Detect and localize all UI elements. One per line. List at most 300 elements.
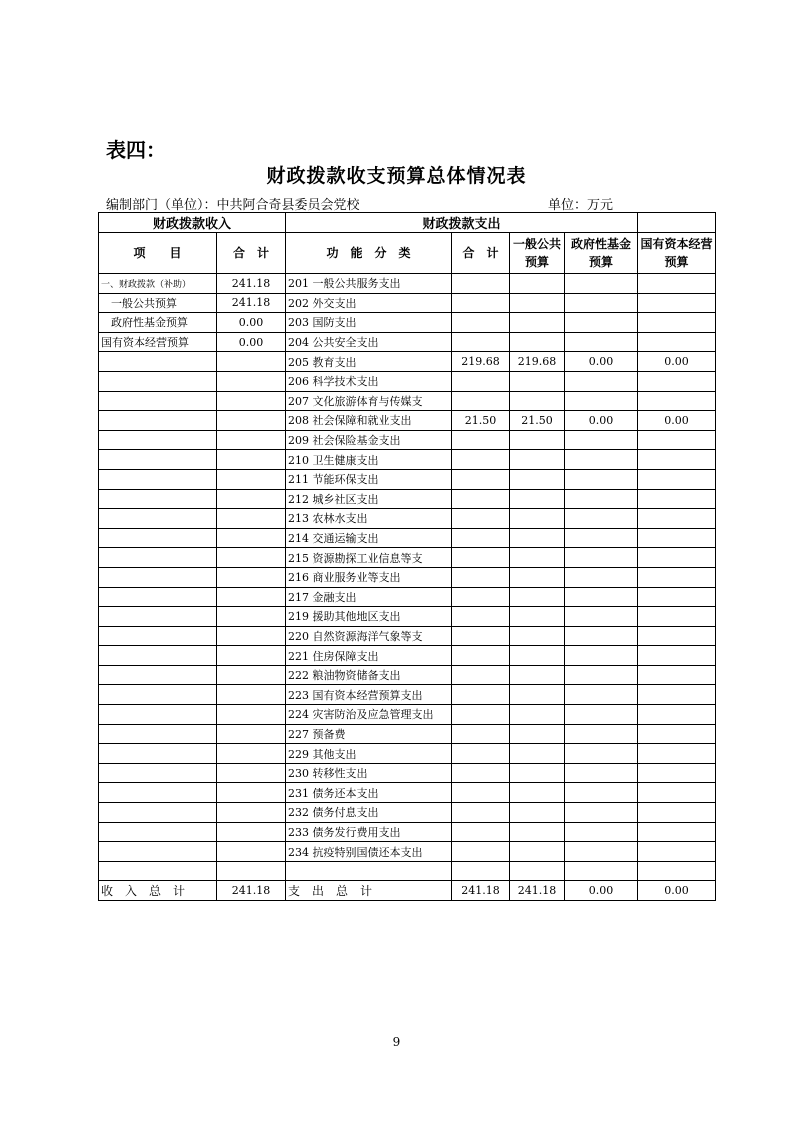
col-item: 项 目 <box>99 233 217 274</box>
func-code: 214 <box>288 532 310 546</box>
table-row <box>99 411 716 431</box>
expense-group-header: 财政拨款支出 <box>286 213 638 233</box>
table-row <box>99 450 716 470</box>
general-cell: 219.68 <box>510 352 565 372</box>
func-name: 一般公共服务支出 <box>312 277 401 291</box>
func-name: 灾害防治及应急管理支出 <box>312 708 434 722</box>
income-item-cell <box>99 705 217 725</box>
total-cell <box>452 803 510 823</box>
col-func: 功 能 分 类 <box>286 233 452 274</box>
income-item-cell <box>99 411 217 431</box>
func-code: 210 <box>288 453 310 467</box>
income-item-cell <box>99 763 217 783</box>
func-cell <box>286 528 452 548</box>
state-cell <box>638 371 716 391</box>
state-cell: 0.00 <box>638 411 716 431</box>
func-code: 201 <box>288 277 310 291</box>
income-group-header: 财政拨款收入 <box>99 213 286 233</box>
fund-cell <box>565 293 638 313</box>
total-cell <box>452 763 510 783</box>
general-cell <box>510 293 565 313</box>
func-cell <box>286 489 452 509</box>
func-cell <box>286 274 452 294</box>
income-item-cell <box>99 861 217 881</box>
fund-cell <box>565 274 638 294</box>
table-row <box>99 842 716 862</box>
income-item-cell: 一、财政拨款（补助） <box>99 274 217 294</box>
state-cell <box>638 509 716 529</box>
income-item-cell <box>99 607 217 627</box>
func-name: 国防支出 <box>312 316 357 330</box>
func-code: 206 <box>288 375 310 389</box>
func-code: 233 <box>288 825 310 839</box>
income-item-cell <box>99 783 217 803</box>
income-item-cell <box>99 371 217 391</box>
income-item-cell <box>99 548 217 568</box>
income-amount-cell: 0.00 <box>217 313 286 333</box>
func-name: 农林水支出 <box>312 512 368 526</box>
table-row <box>99 705 716 725</box>
state-cell <box>638 803 716 823</box>
func-name: 转移性支出 <box>312 767 368 781</box>
col-fund: 政府性基金预算 <box>565 233 638 274</box>
fund-cell <box>565 861 638 881</box>
fund-cell <box>565 822 638 842</box>
general-cell <box>510 548 565 568</box>
func-cell <box>286 744 452 764</box>
income-item-cell <box>99 450 217 470</box>
general-cell <box>510 567 565 587</box>
func-code: 212 <box>288 492 310 506</box>
func-name: 节能环保支出 <box>312 473 379 487</box>
table-row <box>99 293 716 313</box>
income-amount-cell <box>217 685 286 705</box>
general-cell <box>510 744 565 764</box>
general-cell <box>510 685 565 705</box>
income-amount-cell <box>217 724 286 744</box>
func-code: 209 <box>288 434 310 448</box>
col-item-total: 合 计 <box>217 233 286 274</box>
func-cell <box>286 411 452 431</box>
income-amount-cell <box>217 489 286 509</box>
state-cell <box>638 626 716 646</box>
general-cell <box>510 763 565 783</box>
func-cell <box>286 803 452 823</box>
total-cell <box>452 274 510 294</box>
table-row <box>99 607 716 627</box>
table-row <box>99 371 716 391</box>
func-cell <box>286 607 452 627</box>
table-row <box>99 724 716 744</box>
fund-cell <box>565 469 638 489</box>
func-code: 231 <box>288 786 310 800</box>
state-cell <box>638 489 716 509</box>
income-item-cell <box>99 469 217 489</box>
func-cell <box>286 861 452 881</box>
general-cell <box>510 646 565 666</box>
table-title: 财政拨款收支预算总体情况表 <box>266 165 527 187</box>
total-cell <box>452 332 510 352</box>
func-name: 其他支出 <box>312 747 357 761</box>
fund-cell: 0.00 <box>565 411 638 431</box>
total-fund: 0.00 <box>565 881 638 901</box>
fund-cell <box>565 509 638 529</box>
income-item-cell <box>99 744 217 764</box>
func-name: 外交支出 <box>312 296 357 310</box>
state-cell <box>638 274 716 294</box>
income-amount-cell <box>217 665 286 685</box>
fund-cell <box>565 587 638 607</box>
income-amount-cell: 241.18 <box>217 274 286 294</box>
fund-cell <box>565 567 638 587</box>
table-row <box>99 803 716 823</box>
total-cell <box>452 548 510 568</box>
state-cell <box>638 567 716 587</box>
fund-cell <box>565 313 638 333</box>
totals-row <box>99 881 716 901</box>
total-expense-label: 支出总计 <box>286 881 452 901</box>
func-name: 援助其他地区支出 <box>312 610 401 624</box>
table-row <box>99 665 716 685</box>
income-item-cell <box>99 352 217 372</box>
func-code: 222 <box>288 669 310 683</box>
total-cell <box>452 607 510 627</box>
fund-cell <box>565 626 638 646</box>
func-code: 202 <box>288 296 310 310</box>
table-row <box>99 489 716 509</box>
income-amount-cell <box>217 763 286 783</box>
income-amount-cell <box>217 567 286 587</box>
fund-cell <box>565 371 638 391</box>
income-amount-cell <box>217 607 286 627</box>
income-amount-cell <box>217 861 286 881</box>
income-amount-cell <box>217 450 286 470</box>
func-cell <box>286 509 452 529</box>
department-label: 编制部门（单位）：中共阿合奇县委员会党校 <box>106 198 360 213</box>
func-name: 债务还本支出 <box>312 786 379 800</box>
table-row <box>99 528 716 548</box>
func-cell <box>286 626 452 646</box>
income-item-cell <box>99 587 217 607</box>
func-code: 220 <box>288 629 310 643</box>
col-general: 一般公共预算 <box>510 233 565 274</box>
total-total: 241.18 <box>452 881 510 901</box>
income-amount-cell <box>217 587 286 607</box>
state-cell <box>638 313 716 333</box>
func-name: 金融支出 <box>312 590 357 604</box>
func-cell <box>286 293 452 313</box>
total-cell <box>452 469 510 489</box>
general-cell <box>510 705 565 725</box>
func-name: 卫生健康支出 <box>312 453 379 467</box>
income-item-cell <box>99 528 217 548</box>
func-code: 211 <box>288 473 310 487</box>
func-name: 债务发行费用支出 <box>312 825 401 839</box>
fund-cell: 0.00 <box>565 352 638 372</box>
func-cell <box>286 646 452 666</box>
state-cell <box>638 665 716 685</box>
income-amount-cell <box>217 705 286 725</box>
income-amount-cell <box>217 548 286 568</box>
table-row <box>99 744 716 764</box>
state-cell <box>638 528 716 548</box>
func-cell <box>286 705 452 725</box>
total-cell <box>452 430 510 450</box>
income-amount-cell <box>217 430 286 450</box>
income-item-cell: 国有资本经营预算 <box>99 332 217 352</box>
fund-cell <box>565 685 638 705</box>
func-name: 文化旅游体育与传媒支 <box>312 394 423 408</box>
fund-cell <box>565 489 638 509</box>
general-cell <box>510 430 565 450</box>
income-amount-cell <box>217 509 286 529</box>
fund-cell <box>565 548 638 568</box>
total-cell <box>452 822 510 842</box>
state-cell <box>638 763 716 783</box>
income-item-cell <box>99 626 217 646</box>
total-cell <box>452 665 510 685</box>
column-header-row <box>99 233 716 274</box>
func-name: 社会保险基金支出 <box>312 434 401 448</box>
func-name: 交通运输支出 <box>312 532 379 546</box>
state-cell <box>638 724 716 744</box>
fund-cell <box>565 763 638 783</box>
table-row <box>99 313 716 333</box>
func-name: 商业服务业等支出 <box>312 571 401 585</box>
table-row <box>99 685 716 705</box>
general-cell <box>510 332 565 352</box>
income-amount-cell: 0.00 <box>217 332 286 352</box>
func-code: 204 <box>288 336 310 350</box>
income-amount-cell <box>217 783 286 803</box>
func-cell <box>286 313 452 333</box>
fund-cell <box>565 744 638 764</box>
state-cell <box>638 646 716 666</box>
func-code: 207 <box>288 394 310 408</box>
general-cell <box>510 665 565 685</box>
fund-cell <box>565 803 638 823</box>
func-cell <box>286 822 452 842</box>
func-cell <box>286 352 452 372</box>
group-header-row <box>99 213 716 233</box>
total-cell <box>452 489 510 509</box>
table-row <box>99 509 716 529</box>
func-name: 公共安全支出 <box>312 336 379 350</box>
func-cell <box>286 842 452 862</box>
total-cell <box>452 705 510 725</box>
func-code: 221 <box>288 649 310 663</box>
total-cell <box>452 587 510 607</box>
total-cell <box>452 724 510 744</box>
table-row <box>99 861 716 881</box>
income-amount-cell <box>217 352 286 372</box>
col-total: 合 计 <box>452 233 510 274</box>
func-code: 230 <box>288 767 310 781</box>
state-cell <box>638 450 716 470</box>
income-amount-cell <box>217 744 286 764</box>
page-number: 9 <box>392 1035 401 1049</box>
fund-cell <box>565 607 638 627</box>
income-amount-cell <box>217 528 286 548</box>
table-row <box>99 391 716 411</box>
general-cell <box>510 450 565 470</box>
state-cell <box>638 469 716 489</box>
table-row <box>99 587 716 607</box>
income-amount-cell <box>217 391 286 411</box>
income-item-cell <box>99 665 217 685</box>
income-amount-cell <box>217 842 286 862</box>
state-cell <box>638 842 716 862</box>
income-amount-cell <box>217 803 286 823</box>
state-cell <box>638 332 716 352</box>
total-cell <box>452 861 510 881</box>
state-cell <box>638 293 716 313</box>
func-cell <box>286 685 452 705</box>
total-income-amount: 241.18 <box>217 881 286 901</box>
total-cell <box>452 313 510 333</box>
state-cell <box>638 705 716 725</box>
total-cell <box>452 626 510 646</box>
func-code: 219 <box>288 610 310 624</box>
general-cell <box>510 587 565 607</box>
total-cell <box>452 293 510 313</box>
table-row <box>99 430 716 450</box>
income-amount-cell <box>217 646 286 666</box>
income-amount-cell: 241.18 <box>217 293 286 313</box>
general-cell <box>510 724 565 744</box>
general-cell <box>510 313 565 333</box>
func-code: 224 <box>288 708 310 722</box>
general-cell: 21.50 <box>510 411 565 431</box>
func-name: 自然资源海洋气象等支 <box>312 629 423 643</box>
income-amount-cell <box>217 469 286 489</box>
total-cell: 21.50 <box>452 411 510 431</box>
income-item-cell <box>99 822 217 842</box>
func-name: 抗疫特别国债还本支出 <box>312 845 423 859</box>
total-cell <box>452 646 510 666</box>
fund-cell <box>565 665 638 685</box>
general-cell <box>510 626 565 646</box>
fund-cell <box>565 430 638 450</box>
income-amount-cell <box>217 626 286 646</box>
income-item-cell <box>99 803 217 823</box>
func-code: 223 <box>288 688 310 702</box>
func-cell <box>286 587 452 607</box>
fund-cell <box>565 450 638 470</box>
state-cell <box>638 587 716 607</box>
general-cell <box>510 391 565 411</box>
table-row <box>99 783 716 803</box>
general-cell <box>510 528 565 548</box>
func-cell <box>286 567 452 587</box>
income-item-cell <box>99 685 217 705</box>
state-cell <box>638 861 716 881</box>
func-cell <box>286 783 452 803</box>
fund-cell <box>565 724 638 744</box>
table-row <box>99 274 716 294</box>
func-code: 217 <box>288 590 310 604</box>
func-code: 213 <box>288 512 310 526</box>
func-cell <box>286 724 452 744</box>
func-name: 社会保障和就业支出 <box>312 414 412 428</box>
state-cell: 0.00 <box>638 352 716 372</box>
income-item-cell <box>99 567 217 587</box>
func-cell <box>286 332 452 352</box>
table-row <box>99 469 716 489</box>
total-cell <box>452 567 510 587</box>
table-row <box>99 646 716 666</box>
fund-cell <box>565 391 638 411</box>
table-row <box>99 626 716 646</box>
income-item-cell <box>99 842 217 862</box>
general-cell <box>510 469 565 489</box>
func-name: 科学技术支出 <box>312 375 379 389</box>
state-cell <box>638 783 716 803</box>
table-row <box>99 822 716 842</box>
state-cell <box>638 822 716 842</box>
table-row <box>99 567 716 587</box>
general-cell <box>510 607 565 627</box>
func-name: 住房保障支出 <box>312 649 379 663</box>
income-item-cell <box>99 391 217 411</box>
income-item-cell <box>99 489 217 509</box>
state-cell <box>638 744 716 764</box>
total-cell <box>452 744 510 764</box>
func-code: 208 <box>288 414 310 428</box>
table-row <box>99 548 716 568</box>
income-item-cell: 政府性基金预算 <box>99 313 217 333</box>
table-row <box>99 763 716 783</box>
state-cell <box>638 430 716 450</box>
total-cell <box>452 783 510 803</box>
func-name: 粮油物资储备支出 <box>312 669 401 683</box>
general-cell <box>510 509 565 529</box>
fund-cell <box>565 646 638 666</box>
func-cell <box>286 665 452 685</box>
general-cell <box>510 489 565 509</box>
table-label: 表四： <box>106 138 166 162</box>
total-general: 241.18 <box>510 881 565 901</box>
general-cell <box>510 783 565 803</box>
func-code: 234 <box>288 845 310 859</box>
func-code: 203 <box>288 316 310 330</box>
fund-cell <box>565 842 638 862</box>
income-amount-cell <box>217 371 286 391</box>
general-cell <box>510 371 565 391</box>
income-item-cell <box>99 646 217 666</box>
total-cell <box>452 371 510 391</box>
func-cell <box>286 548 452 568</box>
total-income-label: 收入总计 <box>99 881 217 901</box>
func-cell <box>286 371 452 391</box>
fund-cell <box>565 705 638 725</box>
func-cell <box>286 391 452 411</box>
state-cell <box>638 685 716 705</box>
table-row <box>99 352 716 372</box>
table-row <box>99 332 716 352</box>
unit-label: 单位：万元 <box>548 198 614 213</box>
general-cell <box>510 842 565 862</box>
income-amount-cell <box>217 411 286 431</box>
func-cell <box>286 763 452 783</box>
state-cell <box>638 548 716 568</box>
fund-cell <box>565 528 638 548</box>
total-cell: 219.68 <box>452 352 510 372</box>
total-cell <box>452 391 510 411</box>
func-code: 227 <box>288 727 310 741</box>
func-name: 城乡社区支出 <box>312 492 379 506</box>
func-code: 215 <box>288 551 310 565</box>
